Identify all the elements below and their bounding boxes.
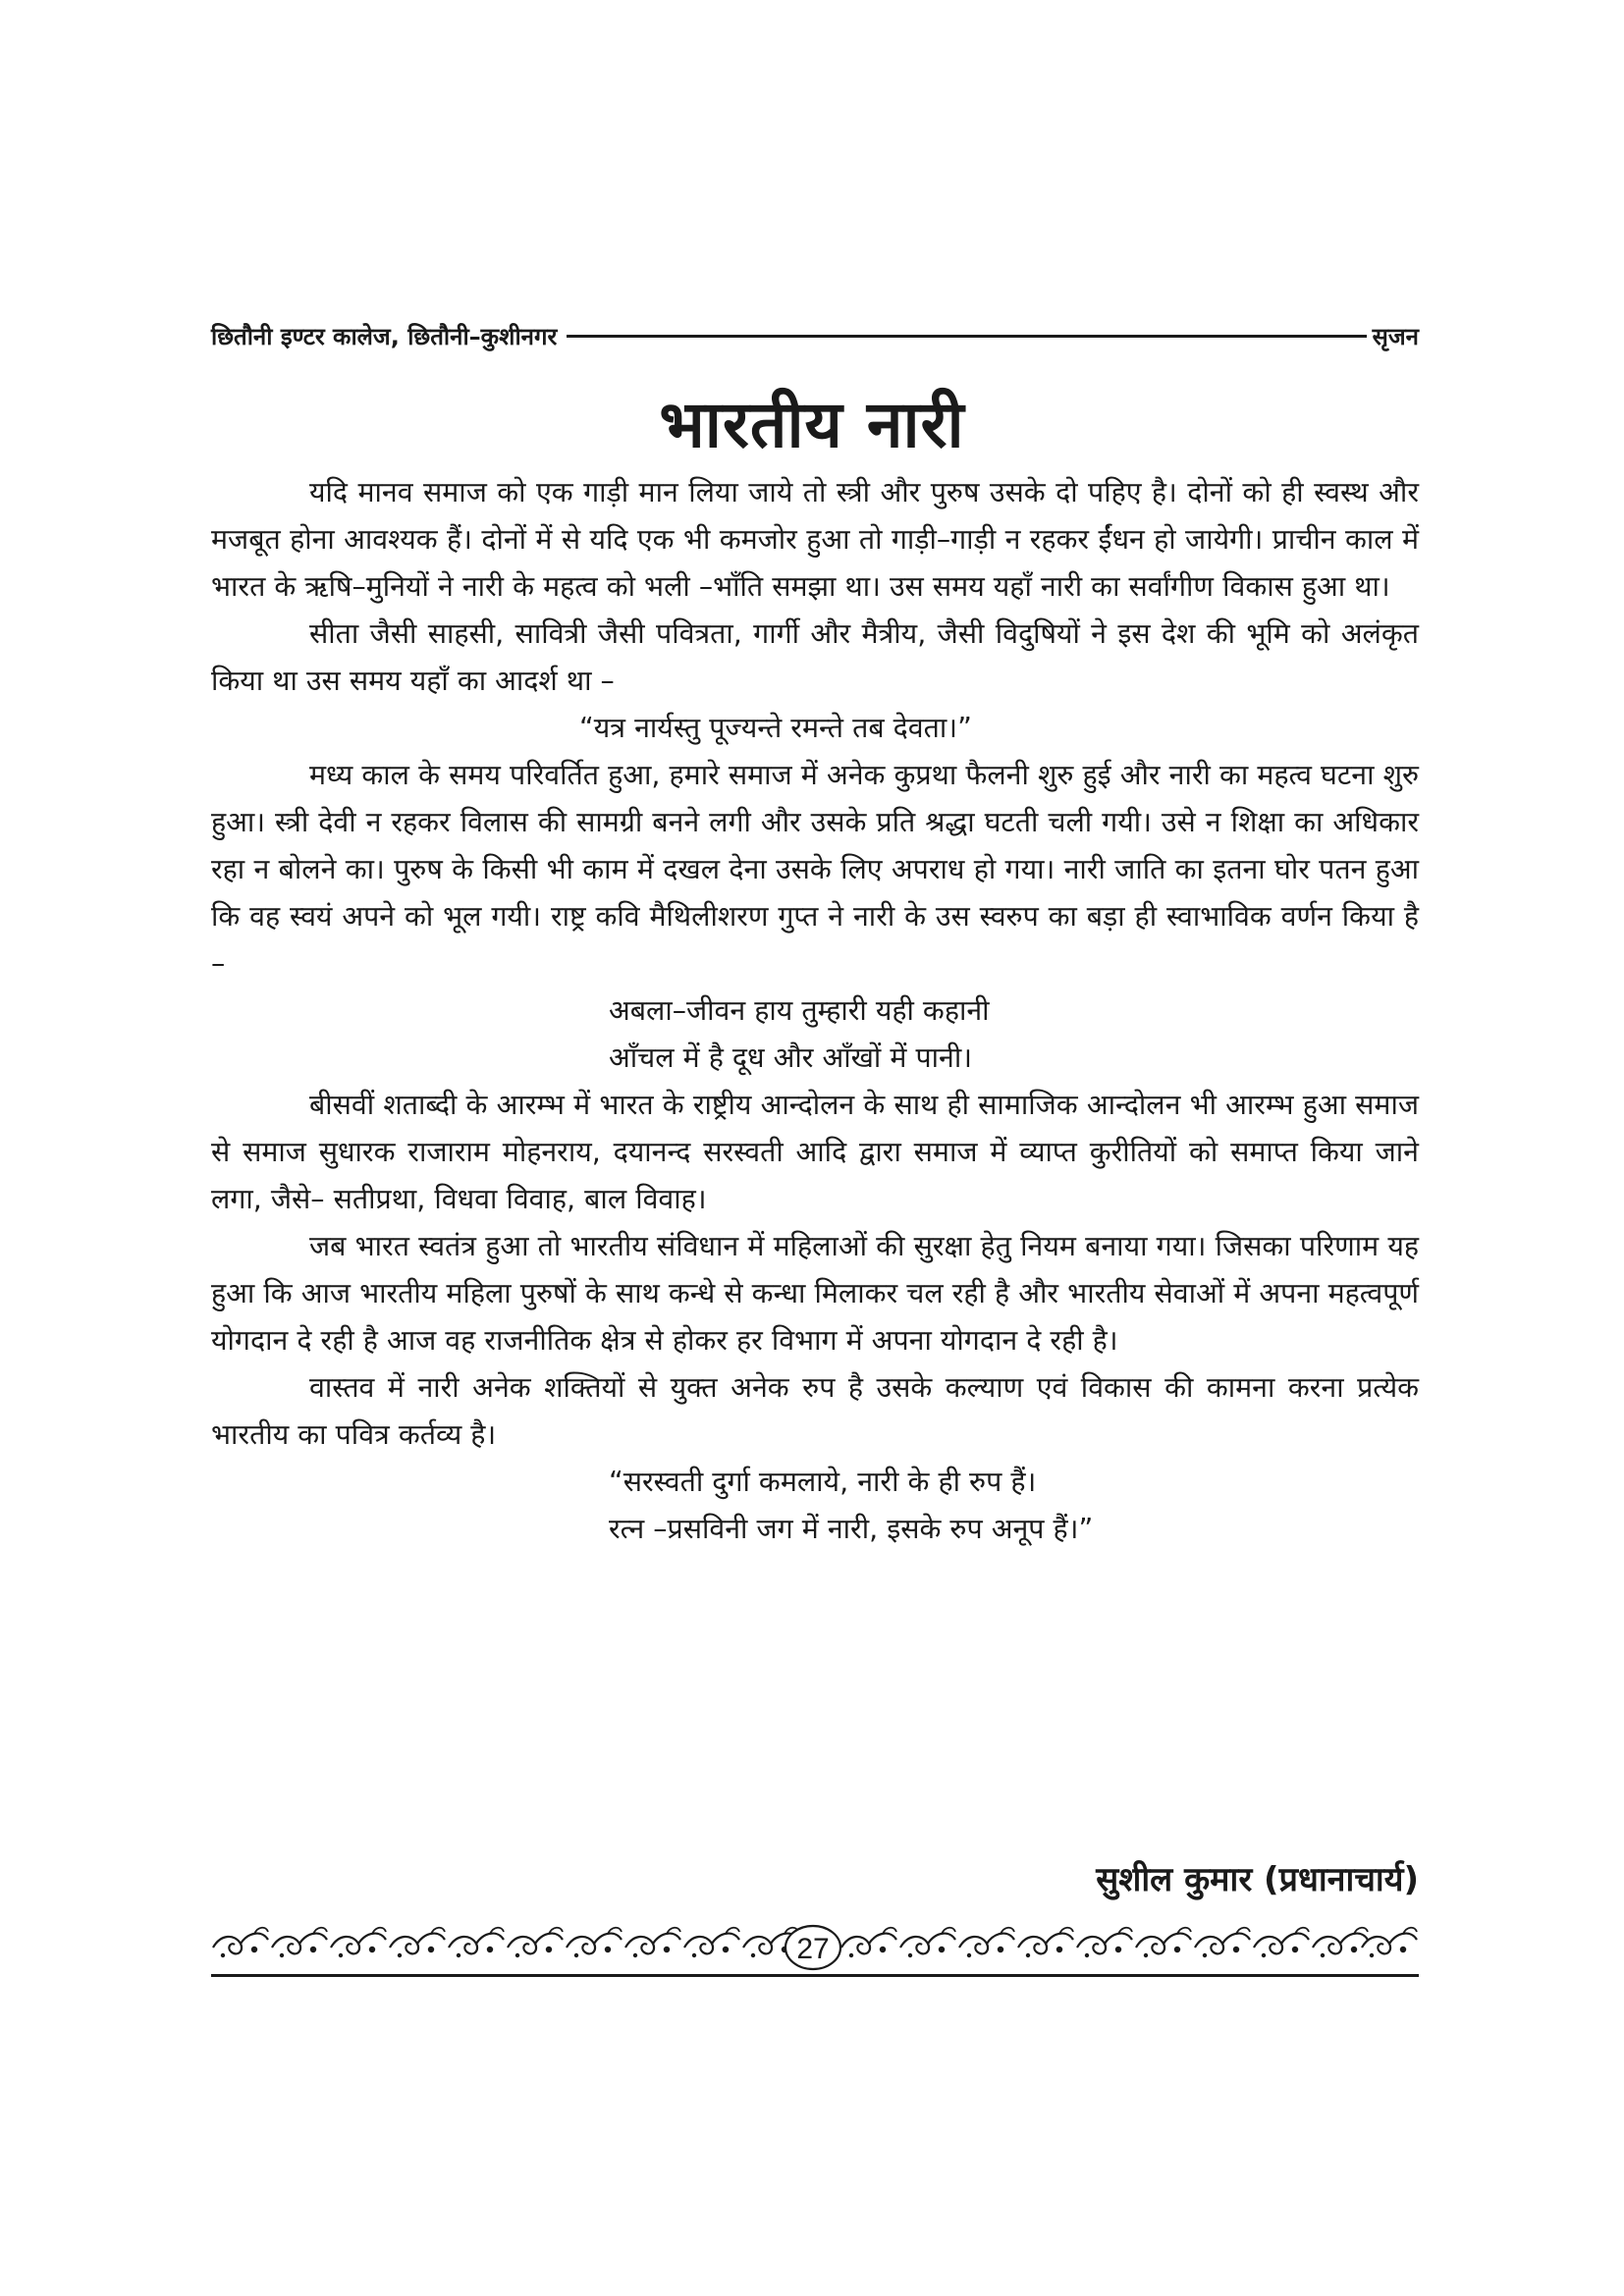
ornament-swirls-left (213, 1928, 798, 1957)
article-body (211, 469, 1419, 1553)
page-number: 27 (796, 1933, 830, 1965)
article-title: भारतीय नारी (659, 387, 965, 462)
poem-line-2: आँचल में है दूध और आँखों में पानी। (609, 1041, 973, 1074)
paragraph-1: यदि मानव समाज को एक गाड़ी मान लिया जाये तो स्त्री और पुरुष उसके दो पहिए है। दोनों को ही स्वस्थ और मजबूत होना आवश्यक हैं। दोनों में से यदि एक भी कमजोर हुआ तो गाड़ी–गाड़ी न रहकर ईंधन हो जायेगी। प्राचीन काल में भारत के ऋषि–मुनियों ने नारी के महत्व को भली –भाँति समझा था। उस समय यहाँ नारी का सर्वांगीण विकास हुआ था। (211, 476, 1419, 603)
paragraph-4: बीसवीं शताब्दी के आरम्भ में भारत के राष्ट्रीय आन्दोलन के साथ ही सामाजिक आन्दोलन भी आरम्भ हुआ समाज से समाज सुधारक राजाराम मोहनराय, दयानन्द सरस्वती आदि द्वारा समाज में व्याप्त कुरीतियों को समाप्त किया जाने लगा, जैसे– सतीप्रथा, विधवा विवाह, बाल विवाह। (211, 1089, 1419, 1215)
paragraph-2: सीता जैसी साहसी, सावित्री जैसी पवित्रता, गार्गी और मैत्रीय, जैसी विदुषियों ने इस देश की भूमि को अलंकृत किया था उस समय यहाँ का आदर्श था – (211, 617, 1419, 697)
ornamental-border (211, 1912, 1419, 1981)
header-institution: छितौनी इण्टर कालेज, छितौनी–कुशीनगर (211, 322, 558, 350)
sanskrit-quote: “यत्र नार्यस्तु पूज्यन्ते रमन्ते तब देवता।” (579, 712, 972, 744)
running-header (211, 316, 1419, 355)
author-signature: सुशील कुमार (प्रधानाचार्य) (1096, 1860, 1419, 1899)
paragraph-3: मध्य काल के समय परिवर्तित हुआ, हमारे समाज में अनेक कुप्रथा फैलनी शुरु हुई और नारी का महत्व घटना शुरु हुआ। स्त्री देवी न रहकर विलास की सामग्री बनने लगी और उसके प्रति श्रद्धा घटती चली गयी। उसे न शिक्षा का अधिकार रहा न बोलने का। पुरुष के किसी भी काम में दखल देना उसके लिए अपराध हो गया। नारी जाति का इतना घोर पतन हुआ कि वह स्वयं अपने को भूल गयी। राष्ट्र कवि मैथिलीशरण गुप्त ने नारी के उस स्वरुप का बड़ा ही स्वाभाविक वर्णन किया है – (211, 759, 1419, 980)
ornament-swirls-right (841, 1928, 1417, 1957)
paragraph-5: जब भारत स्वतंत्र हुआ तो भारतीय संविधान में महिलाओं की सुरक्षा हेतु नियम बनाया गया। जिसका परिणाम यह हुआ कि आज भारतीय महिला पुरुषों के साथ कन्धे से कन्धा मिलाकर चल रही है और भारतीय सेवाओं में अपना महत्वपूर्ण योगदान दे रही है आज वह राजनीतिक क्षेत्र से होकर हर विभाग में अपना योगदान दे रही है। (211, 1230, 1419, 1357)
paragraph-6: वास्तव में नारी अनेक शक्तियों से युक्त अनेक रुप है उसके कल्याण एवं विकास की कामना करना प्रत्येक भारतीय का पवित्र कर्तव्य है। (211, 1371, 1419, 1451)
poem-line-1: अबला–जीवन हाय तुम्हारी यही कहानी (609, 994, 990, 1027)
header-publication: सृजन (1372, 322, 1419, 350)
footer-rule (211, 1974, 1419, 1977)
closing-verse-line-1: “सरस्वती दुर्गा कमलाये, नारी के ही रुप हैं। (609, 1466, 1037, 1498)
closing-verse-line-2: रत्न –प्रसविनी जग में नारी, इसके रुप अनूप हैं।” (609, 1513, 1094, 1545)
header-rule (567, 335, 1366, 338)
